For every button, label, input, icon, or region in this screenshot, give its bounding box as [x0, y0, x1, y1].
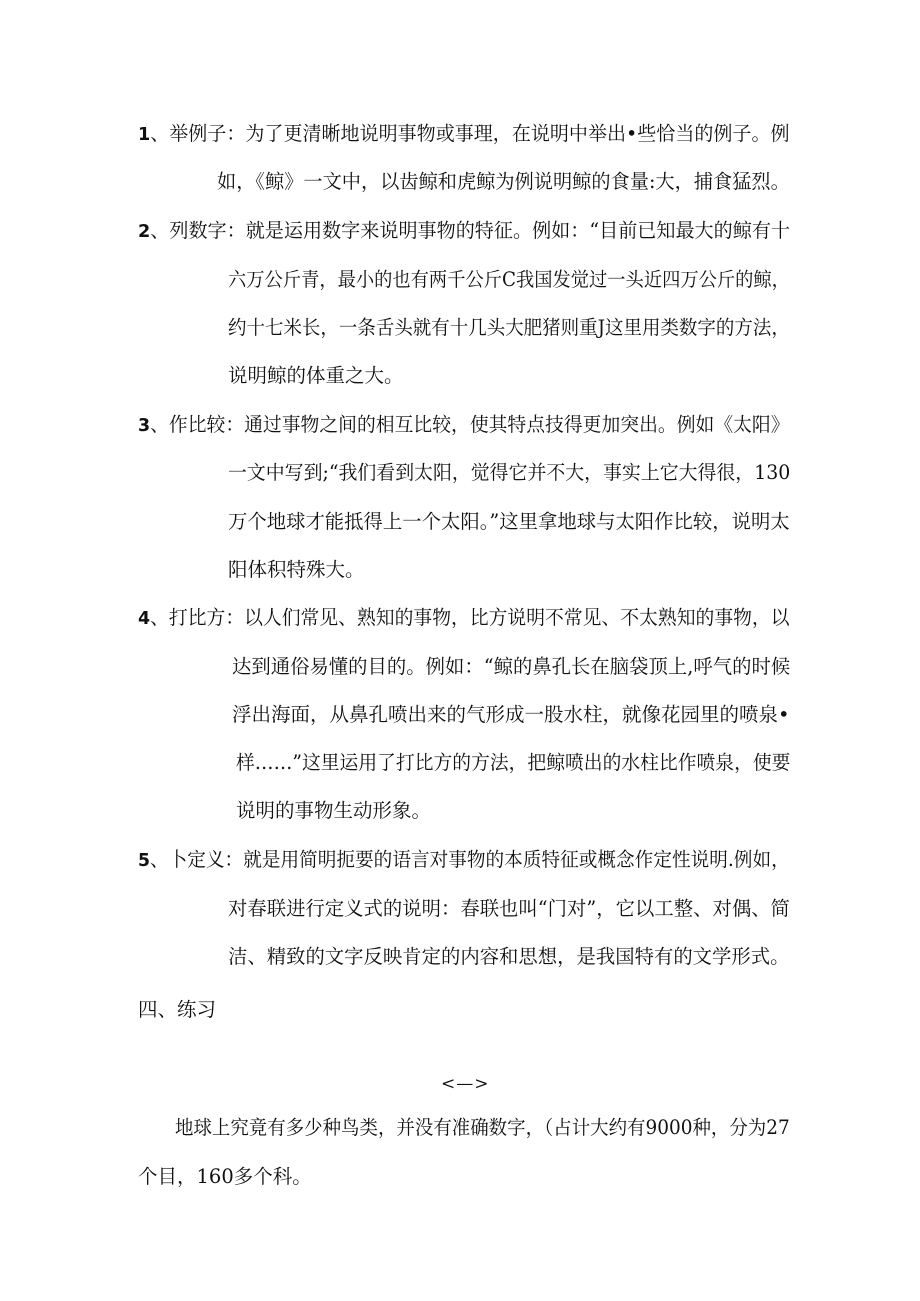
item-1-number: 1 [138, 124, 151, 145]
section-heading: 四、练习 [138, 998, 217, 1021]
item-5-line-2: 对春联进行定义式的说明：春联也叫“门对”，它以工整、对偶、简 [228, 897, 790, 920]
item-5-line-3: 洁、精致的文字反映肯定的内容和思想，是我国特有的文学形式。 [228, 945, 790, 968]
item-3-line-2: 一文中写到;“我们看到太阳，觉得它并不大，事实上它大得很，130 [228, 461, 791, 484]
item-4-line-4: 样……”这里运用了打比方的方法，把鲸喷出的水柱比作喷泉，使要 [236, 751, 791, 774]
item-5-number: 5 [138, 850, 150, 871]
item-4-line-1: 4、打比方：以人们常见、熟知的事物，比方说明不常见、不太熟知的事物，以 [138, 606, 790, 629]
subsection-marker: <—> [441, 1074, 490, 1094]
item-2-number: 2 [138, 221, 151, 242]
item-4-line-2: 达到通俗易懂的目的。例如：“鲸的鼻孔长在脑袋顶上,呼气的时候 [232, 655, 791, 678]
item-3-line-1: 3、作比较：通过事物之间的相互比较，使其特点技得更加突出。例如《太阳》 [138, 413, 790, 436]
item-4-line-3: 浮出海面，从鼻孔喷出来的气形成一股水柱，就像花园里的喷泉• [232, 703, 790, 726]
passage-line-1: 地球上究竟有多少种鸟类，并没有准确数字，（占计大约有9000种，分为27 [175, 1116, 790, 1139]
item-2-line-3: 约十七米长，一条舌头就有十几头大肥猪则重J这里用类数字的方法， [228, 316, 790, 339]
item-1-line-1: 1、举例子：为了更清晰地说明事物或事理，在说明中举出•些恰当的例子。例 [138, 122, 790, 145]
item-5-line-1: 5、卜定义：就是用简明扼要的语言对事物的本质特征或概念作定性说明.例如， [138, 848, 790, 871]
item-2-line-2: 六万公斤青，最小的也有两千公斤C我国发觉过一头近四万公斤的鲸， [228, 268, 790, 291]
item-4-number: 4 [138, 608, 151, 629]
item-4-line-5: 说明的事物生动形象。 [236, 799, 432, 822]
passage-line-2: 个目，160多个科。 [138, 1165, 312, 1188]
item-3-line-4: 阳体积特殊大。 [228, 558, 365, 581]
item-2-line-1: 2、列数字：就是运用数字来说明事物的特征。例如：“目前已知最大的鲸有十 [138, 219, 791, 242]
item-3-number: 3 [138, 415, 151, 436]
item-2-line-4: 说明鲸的体重之大。 [228, 364, 404, 387]
item-1-line-2: 如，《鲸》一文中，以齿鲸和虎鲸为例说明鲸的食量:大，捕食猛烈。 [217, 170, 790, 193]
item-3-line-3: 万个地球才能抵得上一个太阳。”这里拿地球与太阳作比较，说明太 [228, 510, 790, 533]
